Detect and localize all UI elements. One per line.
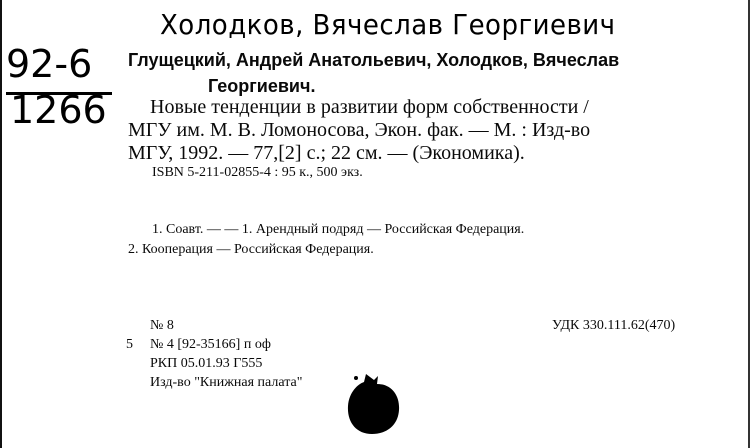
margin-number-5: 5 [126,337,133,352]
ink-blot-stamp [344,372,402,436]
handwritten-author-heading: Холодков, Вячеслав Георгиевич [160,8,616,41]
record-number-8: № 8 [150,318,174,333]
card-left-border [0,0,2,448]
title-line-2: МГУ им. М. В. Ломоносова, Экон. фак. — М. : Изд-во [128,119,591,141]
authors-line-1: Глущецкий, Андрей Анатольевич, Холодков, Вячеслав [128,50,620,70]
record-number-4-line: № 4 [92-35166] п оф [150,337,271,352]
subjects-line-1: 1. Соавт. — — 1. Арендный подряд — Российская Федерация. [152,222,525,237]
shelf-mark-bottom: 1266 [10,88,107,132]
subjects-line-2: 2. Кооперация — Российская Федерация. [128,242,374,257]
shelf-mark-top: 92-6 [6,42,93,86]
rkp-line: РКП 05.01.93 Г555 [150,356,263,371]
title-line-1: Новые тенденции в развитии форм собственности / [150,96,589,118]
isbn-line: ISBN 5-211-02855-4 : 95 к., 500 экз. [152,165,363,180]
udk-code: УДК 330.111.62(470) [552,318,676,333]
title-line-3: МГУ, 1992. — 77,[2] с.; 22 см. — (Экономика). [128,142,525,164]
authors-line-2: Георгиевич. [208,76,316,96]
publisher-line: Изд-во "Книжная палата" [150,375,303,390]
